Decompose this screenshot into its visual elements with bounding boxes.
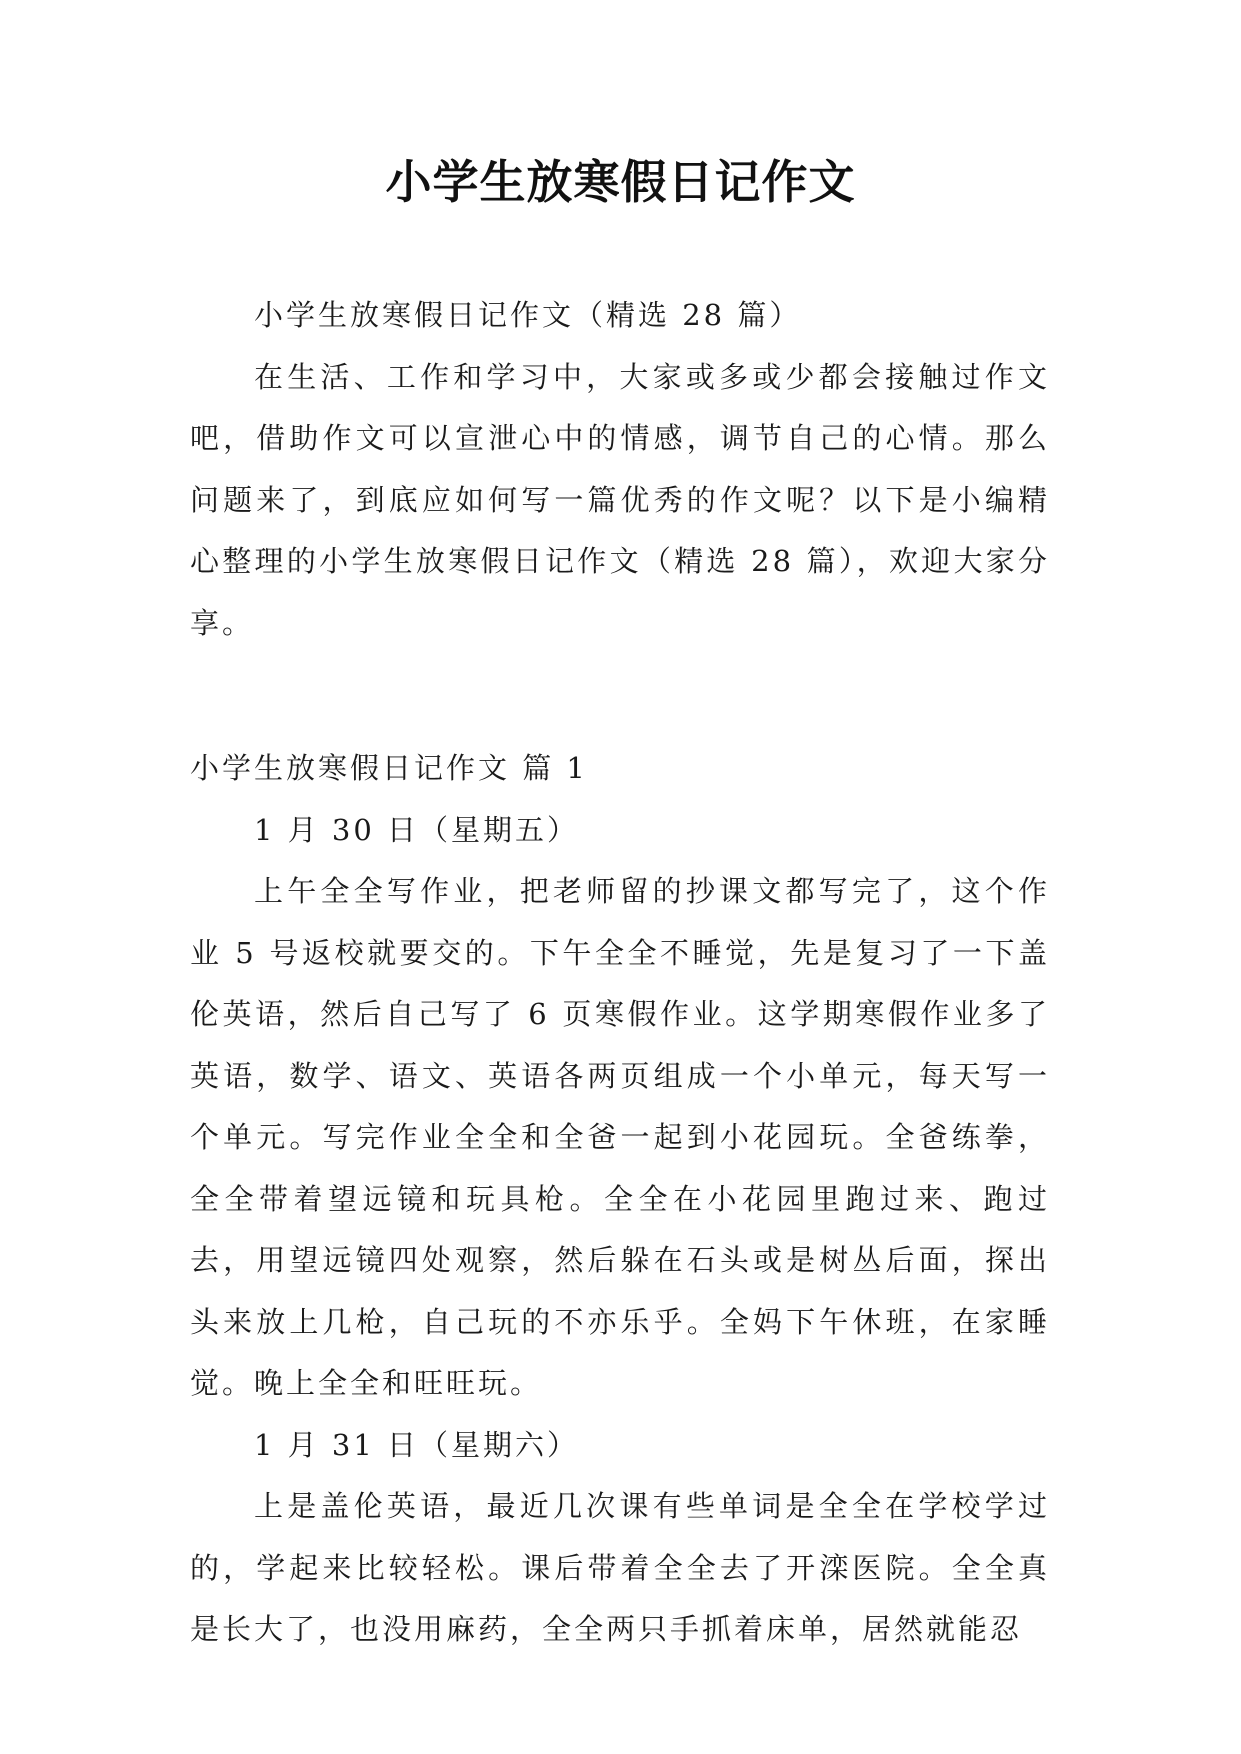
intro-paragraph: 在生活、工作和学习中，大家或多或少都会接触过作文吧，借助作文可以宣泄心中的情感，调节自己的心情。那么问题来了，到底应如何写一篇优秀的作文呢？以下是小编精心整理的小学生放寒假日记作文（精选 28 篇），欢迎大家分享。 xyxy=(190,359,1050,640)
document-body xyxy=(190,285,1050,1661)
entry-date: 1 月 31 日（星期六） xyxy=(254,1427,580,1462)
section-spacer xyxy=(190,654,1050,738)
entry-paragraph: 上午全全写作业，把老师留的抄课文都写完了，这个作业 5 号返校就要交的。下午全全不睡觉，先是复习了一下盖伦英语，然后自己写了 6 页寒假作业。这学期寒假作业多了英语，数学、语文、英语各两页组成一个小单元，每天写一个单元。写完作业全全和全爸一起到小花园玩。全爸练拳，全全带着望远镜和玩具枪。全全在小花园里跑过来、跑过去，用望远镜四处观察，然后躲在石头或是树丛后面，探出头来放上几枪，自己玩的不亦乐乎。全妈下午休班，在家睡觉。晚上全全和旺旺玩。 xyxy=(190,874,1050,1400)
entry-paragraph: 上是盖伦英语，最近几次课有些单词是全全在学校学过的，学起来比较轻松。课后带着全全去了开滦医院。全全真是长大了，也没用麻药，全全两只手抓着床单，居然就能忍 xyxy=(190,1489,1050,1646)
document-subtitle: 小学生放寒假日记作文（精选 28 篇） xyxy=(254,298,802,332)
section-heading: 小学生放寒假日记作文 篇 1 xyxy=(190,751,588,785)
entry-date: 1 月 30 日（星期五） xyxy=(254,812,580,847)
document-title: 小学生放寒假日记作文 xyxy=(385,155,856,209)
